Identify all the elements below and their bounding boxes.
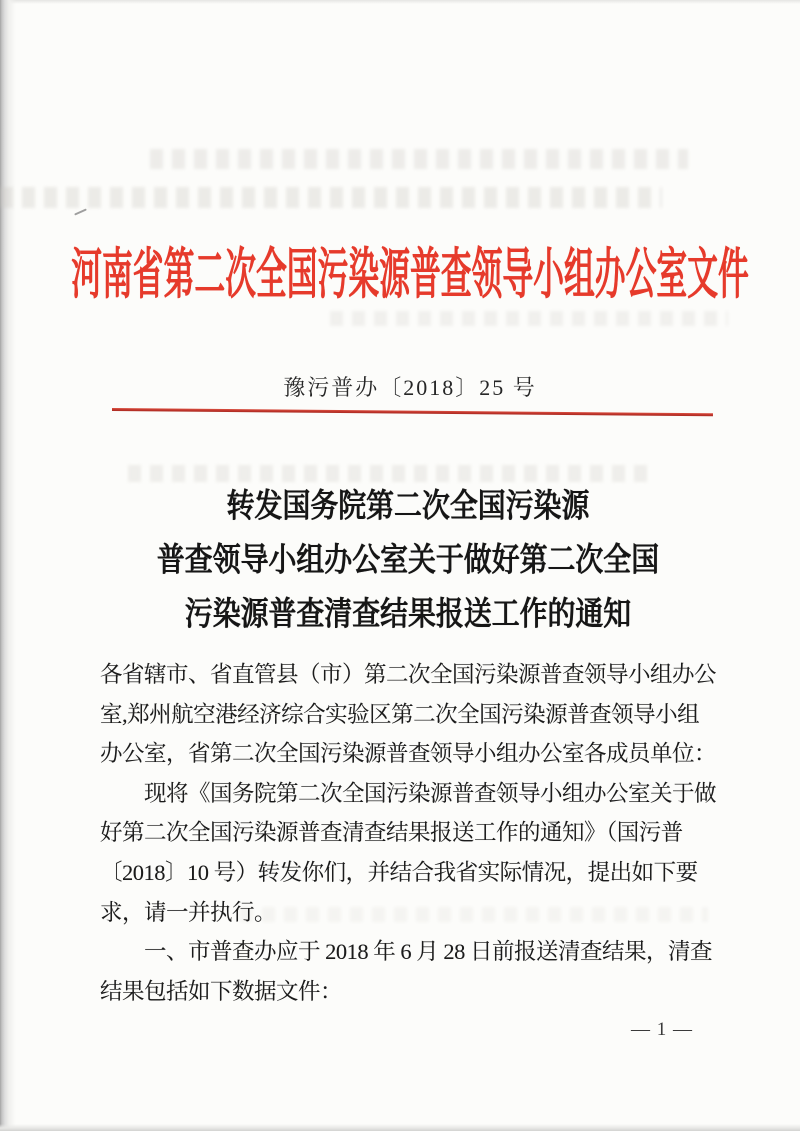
red-separator-line <box>112 408 713 416</box>
bleed-through-artifact <box>0 187 662 208</box>
scan-edge-top <box>0 0 800 4</box>
body-line: 办公室，省第二次全国污染源普查领导小组办公室各成员单位： <box>100 741 717 767</box>
bleed-through-artifact <box>150 149 688 169</box>
body-line: 一、市普查办应于 2018 年 6 月 28 日前报送清查结果，清查 <box>100 939 713 965</box>
body-line: 现将《国务院第二次全国污染源普查领导小组办公室关于做 <box>100 780 717 806</box>
scan-edge-bottom <box>0 1124 800 1131</box>
body-line: 好第二次全国污染源普查清查结果报送工作的通知》（国污普 <box>100 820 683 846</box>
bleed-through-artifact <box>330 311 728 326</box>
letterhead-org-title: 河南省第二次全国污染源普查领导小组办公室文件 <box>71 244 749 305</box>
scan-edge-left <box>0 0 16 1131</box>
body-line: 求，请一并执行。 <box>100 899 277 925</box>
document-body <box>100 655 718 1011</box>
document-title <box>36 480 780 642</box>
body-line: 各省辖市、省直管县（市）第二次全国污染源普查领导小组办公 <box>100 662 717 687</box>
scan-speck <box>74 208 87 215</box>
document-title-line: 转发国务院第二次全国污染源 <box>226 488 590 525</box>
document-title-line: 普查领导小组办公室关于做好第二次全国 <box>156 542 660 579</box>
body-line: 结果包括如下数据文件： <box>100 978 343 1004</box>
body-line: 室,郑州航空港经济综合实验区第二次全国污染源普查领导小组 <box>100 701 700 727</box>
page-number: — 1 — <box>631 1019 693 1040</box>
letterhead <box>10 238 800 312</box>
document-title-line: 污染源普查清查结果报送工作的通知 <box>184 596 632 633</box>
body-line: 〔2018〕10 号）转发你们，并结合我省实际情况，提出如下要 <box>100 859 698 885</box>
document-number: 豫污普办〔2018〕25 号 <box>283 375 537 400</box>
